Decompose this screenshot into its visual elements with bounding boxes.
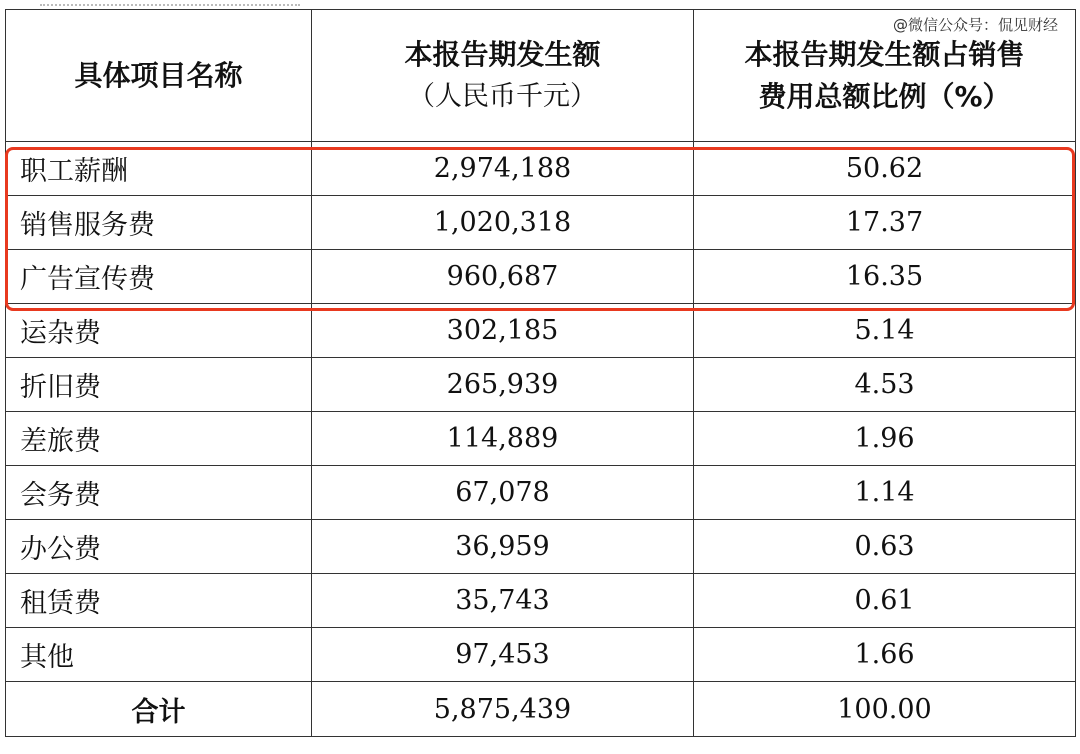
watermark: @微信公众号：侃见财经 bbox=[892, 16, 1058, 34]
row-name: 广告宣传费 bbox=[6, 250, 312, 304]
total-ratio: 100.00 bbox=[694, 682, 1076, 737]
row-amount: 114,889 bbox=[312, 412, 694, 466]
table-row bbox=[6, 358, 1076, 412]
row-name: 运杂费 bbox=[6, 304, 312, 358]
row-ratio: 1.14 bbox=[694, 466, 1076, 520]
row-ratio: 50.62 bbox=[694, 142, 1076, 196]
total-row bbox=[6, 682, 1076, 737]
expense-table-container bbox=[5, 9, 1075, 749]
total-name: 合计 bbox=[6, 682, 312, 737]
row-name: 销售服务费 bbox=[6, 196, 312, 250]
sales-expense-table bbox=[5, 9, 1076, 737]
total-amount: 5,875,439 bbox=[312, 682, 694, 737]
row-amount: 265,939 bbox=[312, 358, 694, 412]
row-amount: 97,453 bbox=[312, 628, 694, 682]
row-ratio: 4.53 bbox=[694, 358, 1076, 412]
table-row bbox=[6, 412, 1076, 466]
row-name: 其他 bbox=[6, 628, 312, 682]
row-ratio: 16.35 bbox=[694, 250, 1076, 304]
row-amount: 36,959 bbox=[312, 520, 694, 574]
table-row bbox=[6, 466, 1076, 520]
row-ratio: 1.96 bbox=[694, 412, 1076, 466]
row-amount: 67,078 bbox=[312, 466, 694, 520]
row-ratio: 0.63 bbox=[694, 520, 1076, 574]
table-row bbox=[6, 520, 1076, 574]
row-name: 办公费 bbox=[6, 520, 312, 574]
row-amount: 1,020,318 bbox=[312, 196, 694, 250]
row-name: 会务费 bbox=[6, 466, 312, 520]
table-row bbox=[6, 142, 1076, 196]
table-row bbox=[6, 304, 1076, 358]
header-item-name: 具体项目名称 bbox=[6, 10, 312, 142]
row-ratio: 0.61 bbox=[694, 574, 1076, 628]
row-ratio: 1.66 bbox=[694, 628, 1076, 682]
table-row bbox=[6, 250, 1076, 304]
row-amount: 302,185 bbox=[312, 304, 694, 358]
header-amount: 本报告期发生额 （人民币千元） bbox=[312, 10, 694, 142]
row-name: 职工薪酬 bbox=[6, 142, 312, 196]
header-ratio: 本报告期发生额占销售 费用总额比例（%） bbox=[694, 10, 1076, 142]
row-ratio: 5.14 bbox=[694, 304, 1076, 358]
row-name: 折旧费 bbox=[6, 358, 312, 412]
row-name: 差旅费 bbox=[6, 412, 312, 466]
row-amount: 35,743 bbox=[312, 574, 694, 628]
row-amount: 2,974,188 bbox=[312, 142, 694, 196]
cropped-text-fragment bbox=[40, 0, 300, 6]
table-row bbox=[6, 574, 1076, 628]
table-row bbox=[6, 196, 1076, 250]
row-ratio: 17.37 bbox=[694, 196, 1076, 250]
row-amount: 960,687 bbox=[312, 250, 694, 304]
row-name: 租赁费 bbox=[6, 574, 312, 628]
table-row bbox=[6, 628, 1076, 682]
